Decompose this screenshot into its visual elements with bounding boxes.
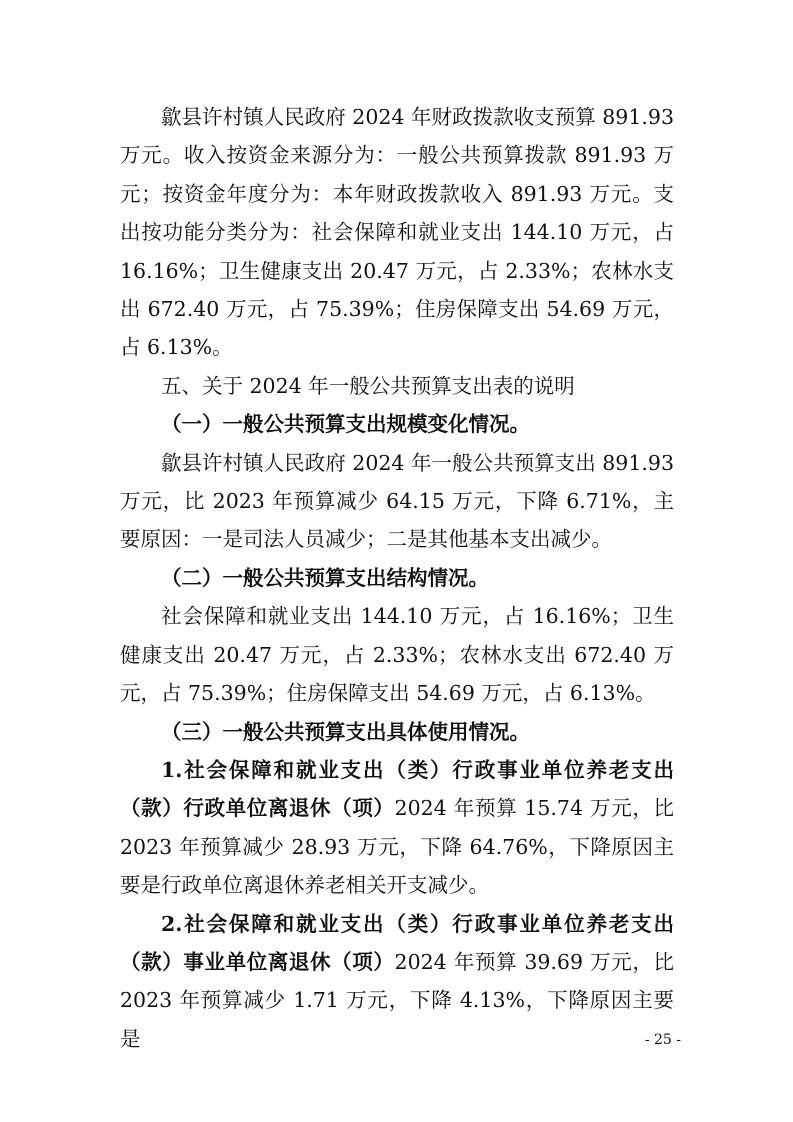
section-heading-five: 五、关于 2024 年一般公共预算支出表的说明: [161, 373, 575, 398]
subheading-structure: （二）一般公共预算支出结构情况。: [161, 565, 489, 590]
item-1-text: 2024 年预算 15.74 万元，比 2023 年预算减少 28.93 万元，下降 64.76%，下降原因主要是行政单位离退休养老相关开支减少。: [120, 796, 674, 898]
paragraph-scale-change: 歙县许村镇人民政府 2024 年一般公共预算支出 891.93 万元，比 2023 年预算减少 64.15 万元，下降 6.71%，主要原因：一是司法人员减少；二是其他基本支出减少。: [120, 450, 674, 552]
subheading-scale-change: （一）一般公共预算支出规模变化情况。: [161, 412, 530, 437]
paragraph-item-2: [120, 905, 674, 1059]
item-1-title: 1.社会保障和就业支出（类）行政事业单位养老支出（款）行政单位离退休（项）: [120, 757, 674, 821]
item-2-text: 2024 年预算 39.69 万元，比 2023 年预算减少 1.71 万元，下降 4.13%，下降原因主要是: [120, 949, 674, 1051]
subheading-specific-use: （三）一般公共预算支出具体使用情况。: [161, 719, 530, 744]
paragraph-item-1: [120, 751, 674, 905]
paragraph-structure: 社会保障和就业支出 144.10 万元，占 16.16%；卫生健康支出 20.47 万元，占 2.33%；农林水支出 672.40 万元，占 75.39%；住房保障支出 54.69 万元，占 6.13%。: [120, 604, 674, 706]
document-body: [120, 98, 674, 1058]
item-2-title: 2.社会保障和就业支出（类）行政事业单位养老支出（款）事业单位离退休（项）: [120, 911, 674, 974]
paragraph-budget-summary: 歙县许村镇人民政府 2024 年财政拨款收支预算 891.93 万元。收入按资金来源分为：一般公共预算拨款 891.93 万元；按资金年度分为：本年财政拨款收入 891.93 万元。支出按功能分类分为：社会保障和就业支出 144.10 万元，占 16.16%；卫生健康支出 20.47 万元，占 2.33%；农林水支出 672.40 万元，占 75.39%；住房保障支出 54.69 万元，占 6.13%。: [120, 105, 674, 360]
page-number: - 25 -: [644, 1032, 681, 1048]
